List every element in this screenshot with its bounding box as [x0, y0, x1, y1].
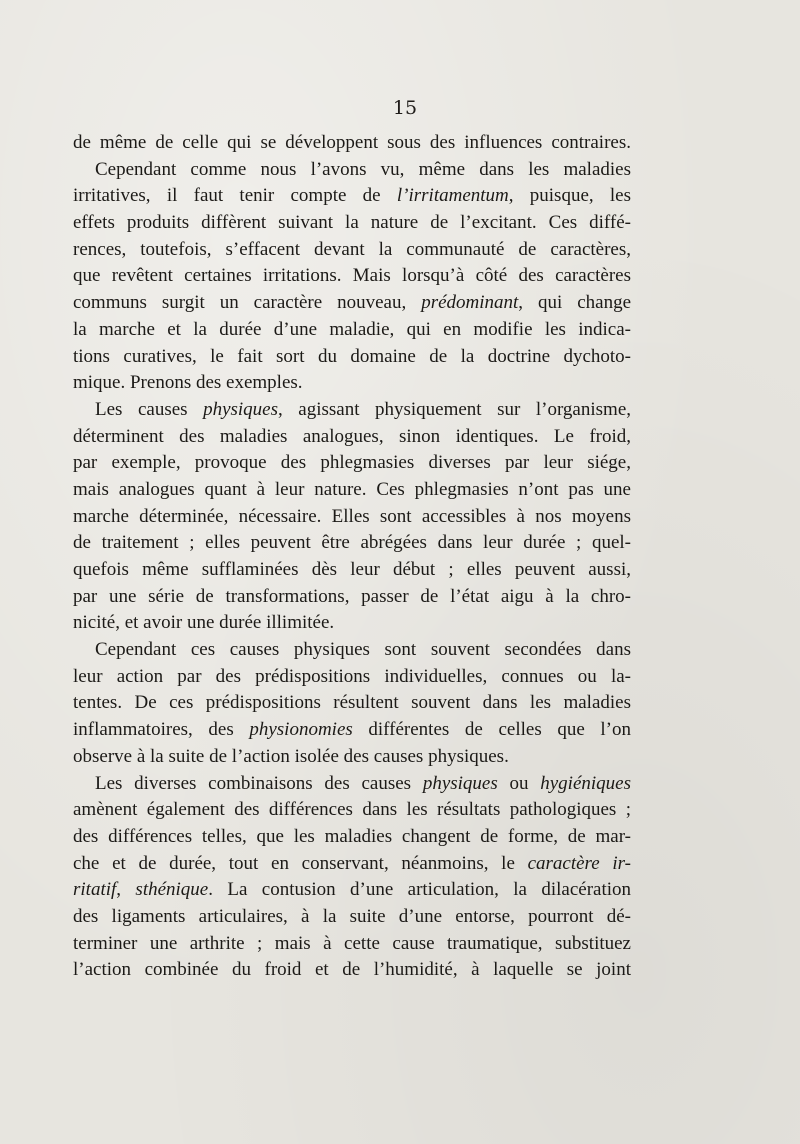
text-segment: mais analogues quant à leur nature. Ces phlegmasies n’ont pas une: [73, 478, 631, 500]
text-line: [73, 317, 631, 344]
text-segment: effets produits diffèrent suivant la nature de l’excitant. Ces diffé-: [73, 212, 631, 234]
italic-text: physiques: [203, 398, 278, 420]
text-segment: l’action combinée du froid et de l’humidité, à laquelle se joint: [73, 959, 631, 981]
text-segment: nicité, et avoir une durée illimitée.: [73, 612, 335, 634]
italic-text: sthénique: [135, 879, 209, 901]
text-segment: Cependant ces causes physiques sont souvent secondées dans: [95, 639, 631, 661]
text-segment: marche déterminée, nécessaire. Elles sont accessibles à nos moyens: [73, 505, 631, 527]
text-line: [73, 290, 631, 317]
italic-text: ritatif: [73, 879, 117, 901]
text-segment: , agissant physiquement sur l’organisme,: [278, 398, 631, 420]
text-line: [73, 610, 631, 637]
italic-text: physiques: [422, 772, 498, 794]
page-number: 15: [392, 97, 418, 119]
italic-text: caractère ir-: [527, 852, 631, 874]
text-line: [73, 744, 631, 771]
text-line: [73, 557, 631, 584]
text-segment: Cependant comme nous l’avons vu, même dans les maladies: [95, 158, 631, 180]
text-segment: Les causes: [95, 398, 204, 420]
text-line: [73, 477, 631, 504]
italic-text: physionomies: [249, 719, 353, 741]
text-segment: ou: [497, 772, 541, 794]
italic-text: hygiéniques: [540, 772, 631, 794]
text-segment: déterminent des maladies analogues, sinon identiques. Le froid,: [73, 425, 631, 447]
text-segment: leur action par des prédispositions individuelles, connues ou la-: [73, 665, 631, 687]
text-segment: de traitement ; elles peuvent être abrégées dans leur durée ; quel-: [73, 532, 631, 554]
text-line: [73, 957, 631, 984]
text-segment: ,: [116, 879, 136, 901]
text-line: [73, 664, 631, 691]
text-segment: des différences telles, que les maladies changent de forme, de mar-: [73, 825, 631, 847]
text-line: [73, 157, 631, 184]
text-line: [73, 397, 631, 424]
text-segment: communs surgit un caractère nouveau,: [73, 292, 422, 314]
text-segment: par exemple, provoque des phlegmasies diverses par leur siége,: [73, 452, 631, 474]
text-segment: tentes. De ces prédispositions résultent souvent dans les maladies: [73, 692, 631, 714]
text-line: [73, 824, 631, 851]
text-line: [73, 771, 631, 798]
text-segment: tions curatives, le fait sort du domaine de la doctrine dychoto-: [73, 345, 631, 367]
text-line: [73, 877, 631, 904]
body-text: [73, 130, 631, 984]
text-line: [73, 931, 631, 958]
text-line: [73, 263, 631, 290]
text-line: [73, 370, 631, 397]
text-segment: par une série de transformations, passer de l’état aigu à la chro-: [73, 585, 631, 607]
text-segment: , puisque, les: [508, 185, 631, 207]
text-segment: che et de durée, tout en conservant, néanmoins, le: [73, 852, 528, 874]
italic-text: prédominant: [421, 292, 519, 314]
text-line: [73, 797, 631, 824]
text-line: [73, 210, 631, 237]
text-line: [73, 130, 631, 157]
text-line: [73, 530, 631, 557]
text-segment: inflammatoires, des: [73, 719, 250, 741]
text-segment: observe à la suite de l’action isolée des causes physiques.: [73, 745, 509, 767]
text-line: [73, 690, 631, 717]
text-line: [73, 344, 631, 371]
text-line: [73, 637, 631, 664]
text-line: [73, 424, 631, 451]
text-segment: des ligaments articulaires, à la suite d’une entorse, pourront dé-: [73, 905, 631, 927]
text-line: [73, 717, 631, 744]
text-line: [73, 504, 631, 531]
text-segment: de même de celle qui se développent sous des influences contraires.: [73, 132, 631, 153]
text-segment: Les diverses combinaisons des causes: [95, 772, 423, 794]
text-segment: . La contusion d’une articulation, la dilacération: [208, 879, 632, 901]
text-line: [73, 237, 631, 264]
text-segment: mique. Prenons des exemples.: [73, 372, 303, 394]
italic-text: l’irritamentum: [396, 185, 509, 207]
text-line: [73, 450, 631, 477]
text-segment: quefois même sufflaminées dès leur début ; elles peuvent aussi,: [73, 559, 631, 580]
text-segment: que revêtent certaines irritations. Mais lorsqu’à côté des caractères: [73, 265, 631, 287]
text-segment: terminer une arthrite ; mais à cette cause traumatique, substituez: [73, 932, 631, 954]
text-line: [73, 904, 631, 931]
text-segment: rences, toutefois, s’effacent devant la communauté de caractères,: [73, 238, 631, 260]
text-segment: irritatives, il faut tenir compte de: [73, 185, 397, 207]
text-line: [73, 183, 631, 210]
text-segment: amènent également des différences dans les résultats pathologiques ;: [73, 799, 631, 821]
text-segment: la marche et la durée d’une maladie, qui en modifie les indica-: [73, 318, 631, 340]
text-segment: différentes de celles que l’on: [352, 719, 631, 741]
text-line: [73, 584, 631, 611]
text-segment: , qui change: [518, 292, 632, 314]
text-line: [73, 851, 631, 878]
